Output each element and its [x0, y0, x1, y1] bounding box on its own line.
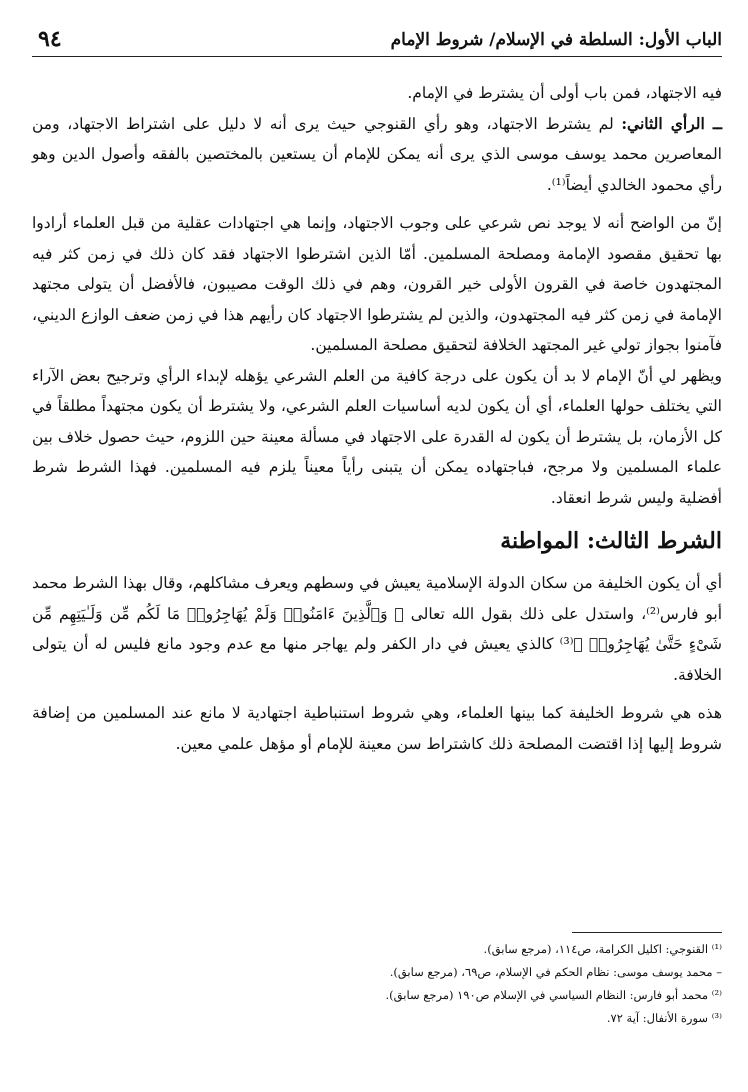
- footnotes: [32, 938, 722, 1030]
- paragraph: [32, 361, 722, 514]
- paragraph-text: إنّ من الواضح أنه لا يوجد نص شرعي على وجوب الاجتهاد، وإنما هي اجتهادات عقلية من قبل العلماء أرادوا بها تحقيق مقصود الإمامة ومصلحة المسلمين. أمّا الذين اشترطوا الاجتهاد فقد كان ذلك في زمن كثر فيه المجتهدون خاصة في القرون الأولى خير القرون، وهم في ذلك الوقت مصيبون، فالأفضل أن يتولى مجتهد الإمامة في زمن كثر فيه المجتهدون، والذين لم يشترطوا الاجتهاد كان رأيهم هذا في زمن ضعف الوازع الديني، فآمنوا بجواز تولي غير المجتهد الخلافة لتحقيق مصلحة المسلمين.: [32, 214, 722, 354]
- paragraph-text: لم يشترط الاجتهاد، وهو رأي القنوجي حيث يرى أنه لا دليل على اشتراط الاجتهاد، ومن المعاصرين محمد يوسف موسى الذي يرى أنه يمكن للإمام أن يستعين بالمختصين بالفقه وأصول الدين وهو رأي محمود الخالدي أيضاً⁽¹⁾.: [32, 114, 722, 194]
- paragraph: [32, 568, 722, 690]
- paragraph-text: أي أن يكون الخليفة من سكان الدولة الإسلامية يعيش في وسطهم ويعرف مشاكلهم، وقال بهذا الشرط محمد أبو فارس⁽²⁾، واستدل على ذلك بقول الله تعالى ﴿ وَٱلَّذِينَ ءَامَنُوا۟ وَلَمْ يُهَاجِرُوا۟ مَا لَكُم مِّن وَلَـٰيَتِهِم مِّن شَىْءٍ حَتَّىٰ يُهَاجِرُوا۟ ﴾⁽³⁾ كالذي يعيش في دار الكفر ولم يهاجر منها مع عدم وجود مانع فليس له أن يتولى الخلافة.: [32, 574, 723, 684]
- page-number: ٩٤: [38, 26, 62, 52]
- footnote: ⁽²⁾ محمد أبو فارس: النظام السياسي في الإسلام ص١٩٠ (مرجع سابق).: [385, 988, 722, 1002]
- running-header: [32, 26, 722, 57]
- body-text: [32, 78, 722, 513]
- footnote-divider: [572, 932, 722, 933]
- body-text-2: [32, 568, 722, 759]
- paragraph-text: فيه الاجتهاد، فمن باب أولى أن يشترط في الإمام.: [407, 84, 722, 102]
- paragraph-text: ويظهر لي أنّ الإمام لا بد أن يكون على درجة كافية من العلم الشرعي يؤهله لإبداء الرأي وترجيح بعض الآراء التي يختلف حولها العلماء، أي أن يكون لديه أساسيات العلم الشرعي، ولا يشترط أن يكون مجتهداً مطلقاً في كل الأزمان، بل يشترط أن يكون له القدرة على الاجتهاد في مسألة معينة حين اللزوم، حيث حصول خلاف بين علماء المسلمين ولا مرجح، فباجتهاده يمكن أن يتبنى رأياً معيناً يلزم فيه المسلمين. فهذا الشرط شرط أفضلية وليس شرط انعقاد.: [32, 366, 722, 507]
- footnote: – محمد يوسف موسى: نظام الحكم في الإسلام، ص٦٩، (مرجع سابق).: [389, 965, 722, 979]
- paragraph-text: هذه هي شروط الخليفة كما بينها العلماء، وهي شروط استنباطية اجتهادية لا مانع عند المسلمين من إضافة شروط إليها إذا اقتضت المصلحة ذلك كاشتراط سن معينة للإمام أو مؤهل علمي معين.: [32, 704, 722, 753]
- paragraph: [32, 698, 722, 759]
- paragraph-lead: ــ الرأي الثاني:: [621, 113, 722, 133]
- paragraph: [32, 109, 722, 201]
- section-heading: الشرط الثالث: المواطنة: [500, 528, 722, 554]
- paragraph: [32, 208, 722, 361]
- footnote: ⁽¹⁾ القنوجي: اكليل الكرامة، ص١١٤، (مرجع سابق).: [483, 942, 722, 956]
- footnote: ⁽³⁾ سورة الأنفال: آية ٧٢.: [606, 1011, 722, 1025]
- header-title: الباب الأول: السلطة في الإسلام/ شروط الإمام: [390, 30, 722, 50]
- paragraph: [32, 78, 722, 109]
